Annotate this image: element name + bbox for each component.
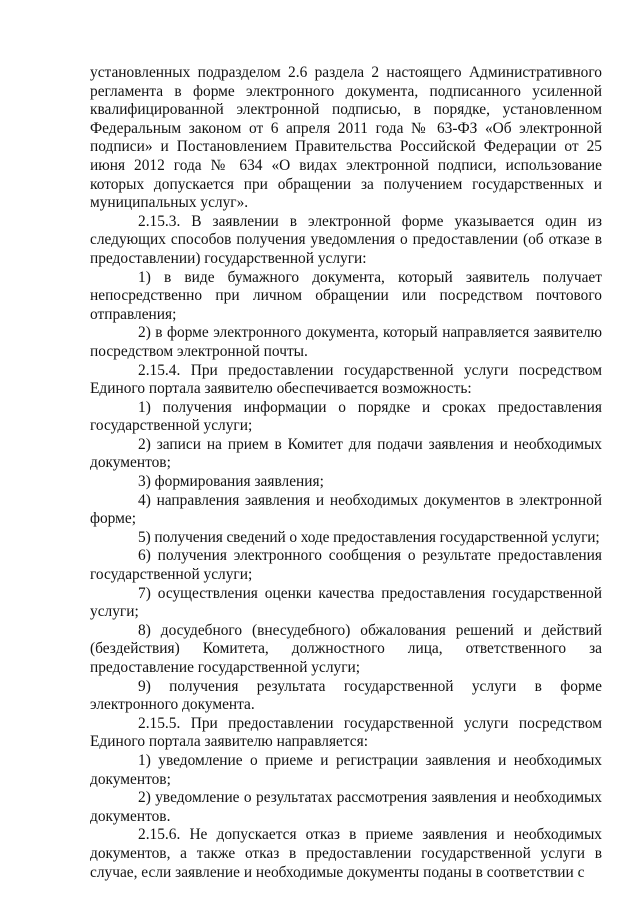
paragraph-2-15-4: 2.15.4. При предоставлении государственной услуги посредством Единого портала заявителю обеспечивается возможность:	[90, 361, 602, 398]
list-item-electronic-document: 2) в форме электронного документа, который направляется заявителю посредством электронной почты.	[90, 324, 602, 360]
document-page	[90, 64, 602, 882]
list-item-form-application: 3) формирования заявления;	[138, 473, 324, 491]
list-item-appointment: 2) записи на прием в Комитет для подачи заявления и необходимых документов;	[90, 435, 602, 472]
list-item-get-result: 9) получения результата государственной услуги в форме электронного документа.	[90, 677, 602, 714]
list-item-receipt-notice: 1) уведомление о приеме и регистрации заявления и необходимых документов;	[90, 751, 602, 788]
list-item-information: 1) получения информации о порядке и сроках предоставления государственной услуги;	[90, 398, 602, 435]
list-item-appeal: 8) досудебного (внесудебного) обжалования решений и действий (бездействия) Комитета, должностного лица, ответственного за предоставление государственной услуги;	[90, 621, 602, 676]
paragraph-2-15-3: 2.15.3. В заявлении в электронной форме указывается один из следующих способов получения уведомления о предоставлении (об отказе в предоставлении) государственной услуги:	[90, 212, 602, 267]
paragraph-continuation: установленных подразделом 2.6 раздела 2 настоящего Административного регламента в форме электронного документа, подписанного усиленной квалифицированной электронной подписью, в порядке, установленном Федеральным законом от 6 апреля 2011 года № 63-ФЗ «Об электронной подписи» и Постановлением Правительства Российской Федерации от 25 июня 2012 года № 634 «О видах электронной подписи, использование которых допускается при обращении за получением государственных и муниципальных услуг».	[90, 64, 602, 212]
paragraph-2-15-5: 2.15.5. При предоставлении государственной услуги посредством Единого портала заявителю направляется:	[90, 714, 602, 751]
list-item-send-application: 4) направления заявления и необходимых документов в электронной форме;	[90, 491, 602, 528]
list-item-result-message: 6) получения электронного сообщения о результате предоставления государственной услуги;	[90, 547, 602, 584]
paragraph-2-15-6: 2.15.6. Не допускается отказ в приеме заявления и необходимых документов, а также отказ в предоставлении государственной услуги в случае, если заявление и необходимые документы поданы в соответствии с	[90, 826, 602, 881]
list-item-quality-assessment: 7) осуществления оценки качества предоставления государственной услуги;	[90, 584, 602, 621]
list-item-paper-document: 1) в виде бумажного документа, который заявитель получает непосредственно при личном обращении или посредством почтового отправления;	[90, 268, 602, 323]
list-item-results-notice: 2) уведомление о результатах рассмотрения заявления и необходимых документов.	[90, 789, 602, 825]
list-item-status-info: 5) получения сведений о ходе предоставления государственной услуги;	[138, 528, 600, 546]
